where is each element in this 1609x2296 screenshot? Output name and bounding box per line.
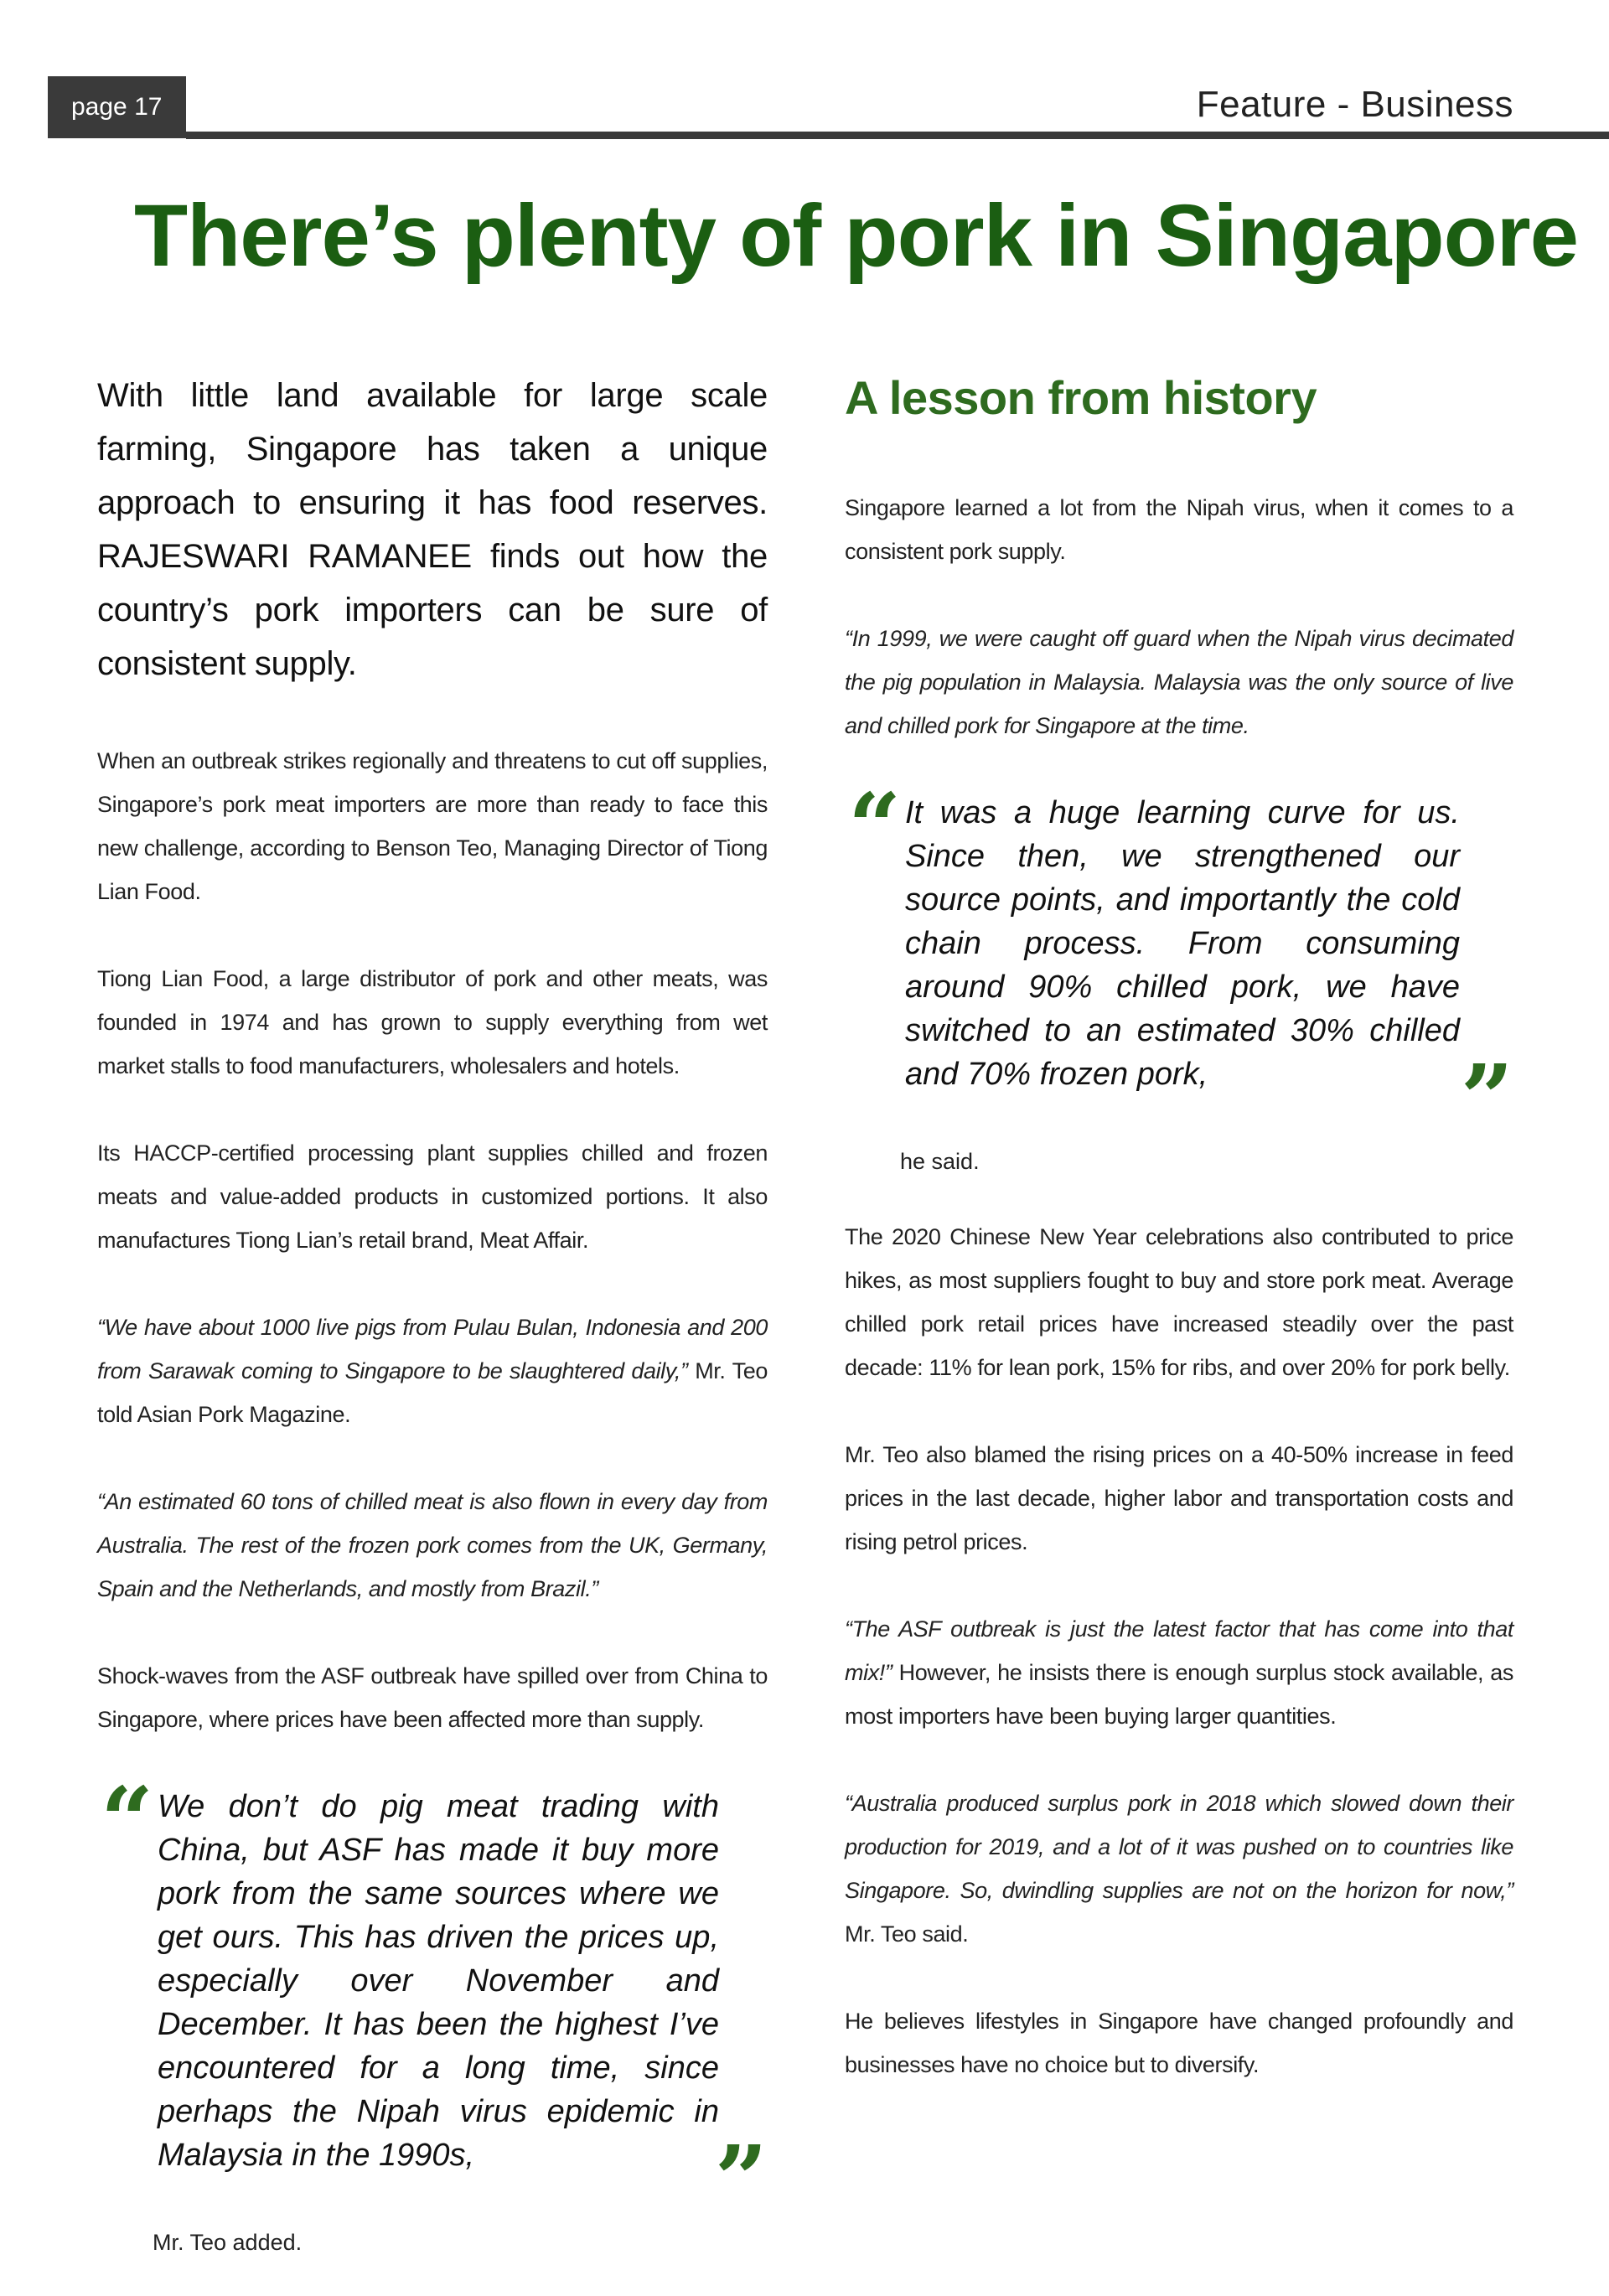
paragraph-text: Mr. Teo told Asian Pork Magazine. xyxy=(97,1358,768,1427)
inline-quote: “The ASF outbreak is just the latest factor that has come into that mix!” xyxy=(845,1616,1513,1685)
paragraph: The 2020 Chinese New Year celebrations also contributed to price hikes, as most suppliers fought to buy and store pork meat. Average chilled pork retail prices have increased steadily over the past decade: 11% for lean pork, 15% for ribs, and over 20% for pork belly. xyxy=(845,1224,1513,1380)
right-column xyxy=(845,369,1513,2130)
inline-quote: “We have about 1000 live pigs from Pulau Bulan, Indonesia and 200 from Sarawak coming to Singapore to be slaughtered daily,” xyxy=(97,1315,768,1383)
paragraph-text: However, he insists there is enough surplus stock available, as most importers have been buying larger quantities. xyxy=(845,1660,1513,1729)
paragraph xyxy=(845,1781,1513,1956)
paragraph xyxy=(845,617,1513,747)
paragraph-text: Mr. Teo said. xyxy=(845,1921,969,1947)
headline: There’s plenty of pork in Singapore xyxy=(134,187,1579,285)
page-number: page 17 xyxy=(71,93,163,121)
pull-quote xyxy=(845,773,1513,1152)
inline-quote: “In 1999, we were caught off guard when the Nipah virus decimated the pig population in Malaysia. Malaysia was the only source of live and chilled pork for Singapore at the time. xyxy=(845,626,1513,738)
standfirst: With little land available for large scale farming, Singapore has taken a unique approach to ensuring it has food reserves. RAJESWARI RAMANEE finds out how the country’s pork importers can be sure of consistent supply. xyxy=(97,377,768,682)
page-number-tab xyxy=(48,76,186,138)
quote-attribution: he said. xyxy=(900,1149,980,1174)
inline-quote: “An estimated 60 tons of chilled meat is also flown in every day from Australia. The rest of the frozen pork comes from the UK, Germany, Spain and the Netherlands, and mostly from Brazil.” xyxy=(97,1489,768,1601)
pull-quote xyxy=(97,1766,768,2233)
left-column xyxy=(97,369,768,2296)
paragraph: Mr. Teo also blamed the rising prices on a 40-50% increase in feed prices in the last decade, higher labor and transportation costs and rising petrol prices. xyxy=(845,1442,1513,1554)
inline-quote: “Australia produced surplus pork in 2018 which slowed down their production for 2019, and a lot of it was pushed on to countries like Singapore. So, dwindling supplies are not on the horizon for now,” xyxy=(845,1791,1513,1903)
open-quote-icon: “ xyxy=(101,1766,154,1875)
close-quote-icon: ” xyxy=(714,2125,768,2233)
section-label: Feature - Business xyxy=(1196,84,1513,125)
paragraph xyxy=(97,1480,768,1611)
pull-quote-text: We don’t do pig meat trading with China, but ASF has made it buy more pork from the same sources where we get ours. This has driven the prices up, especially over November and December. It has been the highest I’ve encountered for a long time, since perhaps the Nipah virus epidemic in Malaysia in the 1990s, xyxy=(158,1789,719,2173)
header-rule xyxy=(186,132,1609,139)
quote-attribution: Mr. Teo added. xyxy=(153,2230,303,2255)
paragraph: Its HACCP-certified processing plant supplies chilled and frozen meats and value-added products in customized portions. It also manufactures Tiong Lian’s retail brand, Meat Affair. xyxy=(97,1140,768,1253)
paragraph: Shock-waves from the ASF outbreak have spilled over from China to Singapore, where prices have been affected more than supply. xyxy=(97,1663,768,1732)
paragraph: When an outbreak strikes regionally and threatens to cut off supplies, Singapore’s pork meat importers are more than ready to face this new challenge, according to Benson Teo, Managing Director of Tiong Lian Food. xyxy=(97,748,768,904)
subheading: A lesson from history xyxy=(845,371,1317,424)
paragraph: Tiong Lian Food, a large distributor of pork and other meats, was founded in 1974 and has grown to supply everything from wet market stalls to food manufacturers, wholesalers and hotels. xyxy=(97,966,768,1078)
paragraph xyxy=(845,1607,1513,1738)
pull-quote-text: It was a huge learning curve for us. Since then, we strengthened our source points, and importantly the cold chain process. From consuming around 90% chilled pork, we have switched to an estimated 30% chilled and 70% frozen pork, xyxy=(905,795,1460,1092)
paragraph: He believes lifestyles in Singapore have changed profoundly and businesses have no choice but to diversify. xyxy=(845,2009,1513,2077)
paragraph: Singapore learned a lot from the Nipah virus, when it comes to a consistent pork supply. xyxy=(845,495,1513,564)
paragraph xyxy=(97,1306,768,1436)
open-quote-icon: “ xyxy=(848,773,902,881)
close-quote-icon: ” xyxy=(1460,1044,1513,1152)
